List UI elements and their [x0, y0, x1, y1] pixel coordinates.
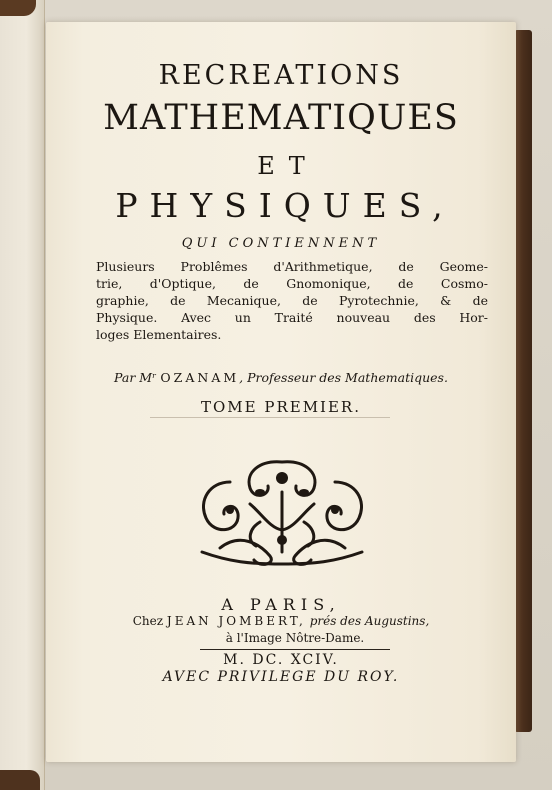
imprint-publisher-line: [46, 614, 516, 628]
author-name: OZANAM: [160, 370, 240, 385]
title-line-4: PHYSIQUES,: [115, 186, 455, 225]
description-line: loges Elementaires.: [96, 327, 222, 342]
imprint-city: A PARIS,: [221, 595, 341, 614]
divider: [150, 417, 390, 418]
ornament-vignette-icon: [190, 452, 375, 570]
title-line-3: ET: [257, 152, 319, 180]
subtitle: QUI CONTIENNENT: [181, 236, 381, 251]
author-line: [46, 370, 516, 385]
title-line-2: MATHEMATIQUES: [103, 98, 459, 138]
imprint-date: M. DC. XCIV.: [223, 652, 339, 668]
imprint-address: prés des Augustins,: [309, 614, 430, 628]
imprint-privilege: AVEC PRIVILEGE DU ROY.: [162, 669, 400, 685]
description-block: [96, 258, 488, 343]
binding-corner-top: [0, 0, 36, 16]
imprint-publisher: JEAN JOMBERT,: [166, 614, 306, 628]
author-title: , Professeur des Mathematiques.: [239, 370, 448, 385]
title-line-1: RECREATIONS: [158, 60, 404, 91]
description-line: Physique. Avec un Traité nouveau des Hor-: [96, 310, 488, 325]
description-line: graphie, de Mecanique, de Pyrotechnie, & de: [96, 293, 488, 308]
imprint-sign: à l'Image Nôtre-Dame.: [225, 631, 365, 645]
book-cover-left: [0, 0, 45, 790]
description-line: Plusieurs Problêmes d'Arithmetique, de Geome-: [96, 259, 488, 274]
author-prefix: Par Mʳ: [114, 370, 157, 385]
book-spine-edge: [514, 30, 532, 732]
date-divider: [200, 649, 390, 650]
description-line: trie, d'Optique, de Gnomonique, de Cosmo-: [96, 276, 488, 291]
volume-label: TOME PREMIER.: [200, 398, 361, 416]
imprint-chez: Chez: [132, 614, 164, 628]
binding-corner-bottom: [0, 770, 40, 790]
